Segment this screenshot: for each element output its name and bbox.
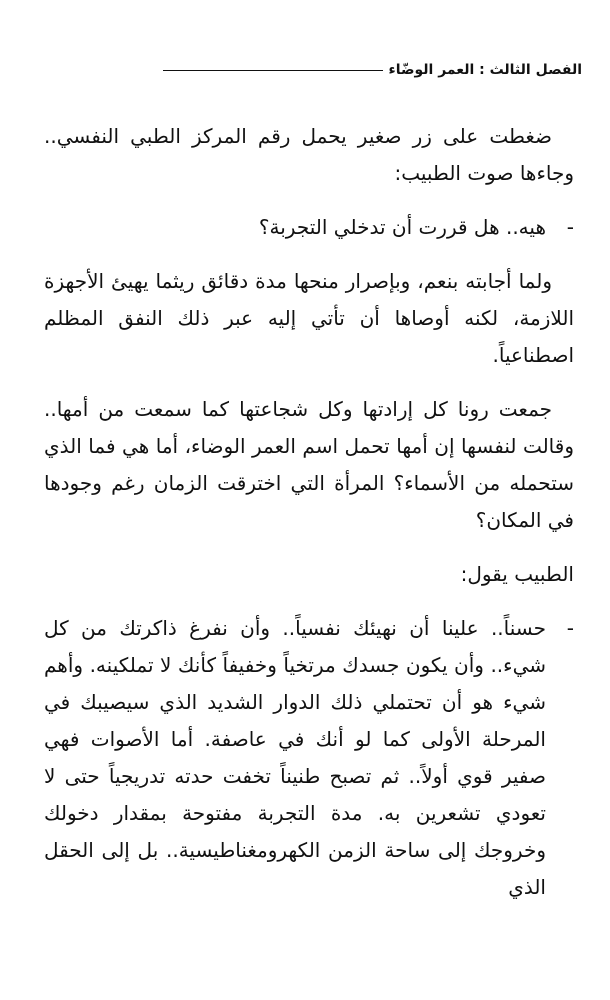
paragraph-text: جمعت رونا كل إرادتها وكل شجاعتها كما سمعت من أمها.. وقالت لنفسها إن أمها تحمل اسم العمر الوضاء، أما هي فما الذي ستحمله من الأسماء؟ المرأة التي اخترقت الزمان رغم وجودها في المكان؟: [44, 397, 574, 532]
paragraph-text: ولما أجابته بنعم، وبإصرار منحها مدة دقائق ريثما يهيئ الأجهزة اللازمة، لكنه أوصاها أن تأتي إليه عبر ذلك النفق المظلم اصطناعياً.: [44, 269, 574, 367]
chapter-title: الفصل الثالث : العمر الوضّاء: [388, 62, 582, 78]
paragraph-text: الطبيب يقول:: [460, 562, 574, 586]
running-header: [60, 58, 582, 82]
dialogue-dash: -: [566, 616, 574, 640]
dialogue-text: هيه.. هل قررت أن تدخلي التجربة؟: [258, 215, 546, 239]
header-rule: [163, 70, 383, 71]
body-text: [44, 118, 574, 923]
paragraph: [44, 391, 574, 539]
paragraph-text: ضغطت على زر صغير يحمل رقم المركز الطبي النفسي.. وجاءها صوت الطبيب:: [44, 124, 574, 185]
dialogue-dash: -: [566, 215, 574, 239]
paragraph: [44, 118, 574, 192]
dialogue-text: حسناً.. علينا أن نهيئك نفسياً.. وأن نفرغ ذاكرتك من كل شيء.. وأن يكون جسدك مرتخياً وخفيفاً كأنك لا تملكينه. وأهم شيء هو أن تحتملي ذلك الدوار الشديد الذي سيصيبك في المرحلة الأولى كما لو أنك في عاصفة. أما الأصوات فهي صفير قوي أولاً.. ثم تصبح طنيناً تخفت حدته تدريجياً حتى لا تعودي تشعرين به. مدة التجربة مفتوحة بمقدار دخولك وخروجك إلى ساحة الزمن الكهرومغناطيسية.. بل إلى الحقل الذي: [44, 616, 546, 899]
dialogue-paragraph: [44, 610, 574, 906]
dialogue-paragraph: [44, 209, 574, 246]
paragraph: [44, 263, 574, 374]
paragraph: [44, 556, 574, 593]
